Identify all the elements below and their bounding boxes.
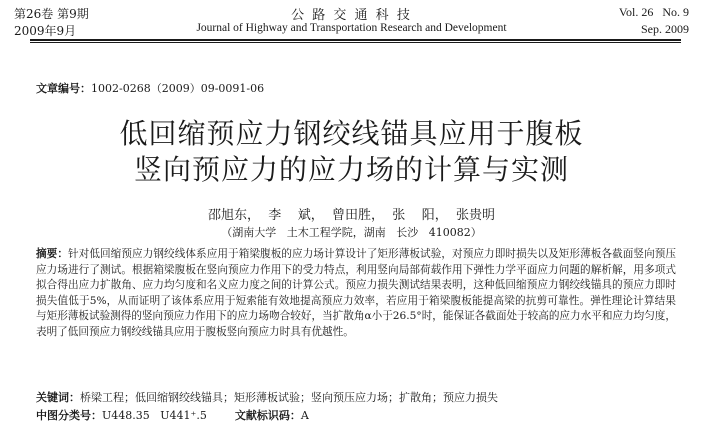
affiliation: （湖南大学 土木工程学院，湖南 长沙 410082） [221, 226, 482, 239]
abstract-label: 摘要： [36, 248, 69, 260]
article-number-label: 文章编号： [36, 82, 91, 95]
classification [36, 407, 309, 423]
article-number [36, 80, 264, 96]
header-rule-thick [30, 39, 681, 41]
volume-issue-en: Vol. 26 No. 9 [618, 5, 689, 19]
journal-name-cn: 公 路 交 通 科 技 [291, 8, 412, 23]
paper-title-line-1: 低回缩预应力钢绞线锚具应用于腹板 [119, 117, 584, 150]
publication-date-en: Sep. 2009 [641, 22, 689, 36]
publication-date-cn: 2009年9月 [14, 24, 77, 38]
clc-value: U448.35 U441⁺.5 [102, 409, 207, 422]
article-number-value: 1002-0268（2009）09-0091-06 [91, 82, 265, 95]
volume-issue-cn: 第26卷 第9期 [14, 7, 89, 21]
keywords-text: 桥梁工程；低回缩钢绞线锚具；矩形薄板试验；竖向预压应力场；扩散角；预应力损失 [80, 391, 498, 404]
document-code-label: 文献标识码： [234, 409, 301, 422]
authors: 邵旭东， 李 斌， 曾田胜， 张 阳， 张贵明 [207, 208, 496, 223]
header-rule-thin [30, 42, 681, 43]
paper-title-line-2: 竖向预应力的应力场的计算与实测 [133, 153, 569, 186]
keywords-label: 关键词： [36, 391, 80, 404]
abstract [36, 247, 676, 341]
document-code-value: A [300, 409, 309, 422]
clc-label: 中图分类号： [36, 409, 102, 422]
keywords [36, 389, 498, 405]
journal-name-en: Journal of Highway and Transportation Research and Development [196, 22, 507, 34]
abstract-text: 针对低回缩预应力钢绞线体系应用于箱梁腹板的应力场计算设计了矩形薄板试验，对预应力即时损失以及矩形薄板各截面竖向预压应力场进行了测试。根据箱梁腹板在竖向预应力作用下的受力特点，利用竖向局部荷载作用下弹性力学平面应力问题的解析解，用多项式拟合得出应力扩散角、应力均匀度和名义应力度之间的计算公式。预应力损失测试结果表明，这种低回缩预应力钢绞线锚具的预应力即时损失值低于5%，从而证明了该体系应用于短索能有效地提高预应力效率，若应用于箱梁腹板能提高梁的抗剪可靠性。弹性理论计算结果与矩形薄板试验测得的竖向预应力作用下的应力场吻合较好，当扩散角α小于26.5°时，能保证各截面处于较高的应力水平和应力均匀度，表明了低回预应力钢绞线锚具应用于腹板竖向预应力时具有优越性。 [36, 248, 677, 338]
